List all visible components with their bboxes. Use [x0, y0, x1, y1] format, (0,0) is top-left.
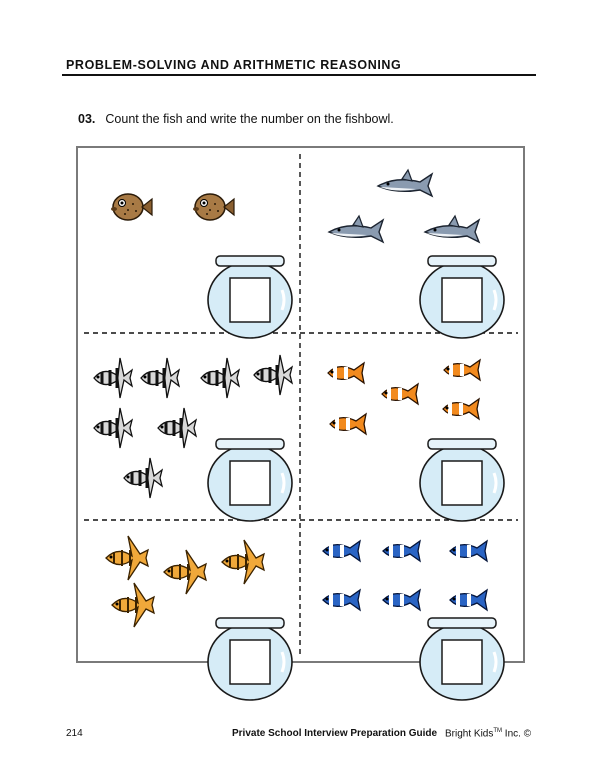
brand-suffix: Inc. © — [502, 728, 532, 740]
panel-orange-angelfish — [106, 536, 292, 700]
guide-title: Private School Interview Preparation Guide — [232, 728, 438, 739]
angelfish-icon — [158, 408, 196, 448]
shark-icon — [425, 216, 479, 242]
fishbowl-answer-box-2 — [420, 256, 504, 338]
section-title: PROBLEM-SOLVING AND ARITHMETIC REASONING — [66, 58, 402, 72]
fishbowl-answer-box-4 — [420, 439, 504, 521]
angelfish-icon — [124, 458, 162, 498]
fishbowl-answer-box-3 — [208, 439, 292, 521]
blue-clownfish-icon — [323, 541, 360, 561]
blue-clownfish-icon — [450, 590, 487, 610]
angelfish-icon — [254, 355, 292, 395]
fishbowl-answer-box-6 — [420, 618, 504, 700]
shark-icon — [329, 216, 383, 242]
page-number: 214 — [66, 728, 83, 739]
blue-clownfish-icon — [450, 541, 487, 561]
panel-blue-clownfish — [323, 541, 504, 700]
blue-clownfish-icon — [383, 541, 420, 561]
pufferfish-icon — [111, 194, 152, 220]
panel-clownfish — [328, 360, 504, 521]
blue-clownfish-icon — [383, 590, 420, 610]
brand-credit — [445, 728, 531, 739]
orange-angelfish-icon — [112, 583, 154, 627]
panel-striped-angelfish — [94, 355, 292, 521]
panel-pufferfish — [111, 194, 292, 338]
clownfish-icon — [328, 363, 364, 383]
question-text: Count the fish and write the number on the fishbowl. — [105, 112, 394, 126]
orange-angelfish-icon — [164, 550, 206, 594]
pufferfish-icon — [193, 194, 234, 220]
fishbowl-answer-box-1 — [208, 256, 292, 338]
orange-angelfish-icon — [222, 540, 264, 584]
blue-clownfish-icon — [323, 590, 360, 610]
panel-sharks — [329, 170, 504, 338]
angelfish-icon — [141, 358, 179, 398]
angelfish-icon — [94, 358, 132, 398]
shark-icon — [378, 170, 432, 196]
clownfish-icon — [443, 399, 479, 419]
orange-angelfish-icon — [106, 536, 148, 580]
clownfish-icon — [330, 414, 366, 434]
angelfish-icon — [94, 408, 132, 448]
clownfish-icon — [444, 360, 480, 380]
trademark: TM — [493, 728, 503, 734]
question-number: 03. — [78, 112, 96, 126]
brand-name: Bright Kids — [445, 728, 494, 740]
fishbowl-answer-box-5 — [208, 618, 292, 700]
clownfish-icon — [382, 384, 418, 404]
angelfish-icon — [201, 358, 239, 398]
